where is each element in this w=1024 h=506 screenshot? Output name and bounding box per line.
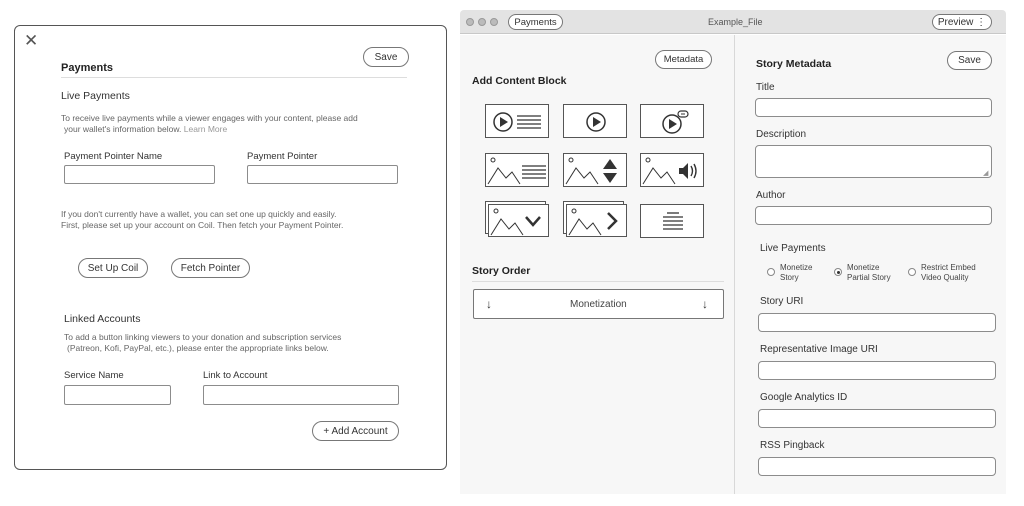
- pointer-input[interactable]: [247, 165, 398, 184]
- radio-restrict-embed[interactable]: [908, 268, 916, 276]
- image-audio-block-icon: [641, 154, 705, 188]
- dialog-title-divider: [61, 77, 407, 78]
- order-item-label: Monetization: [570, 299, 627, 310]
- block-video-link[interactable]: [640, 104, 704, 138]
- live-payments-label: Live Payments: [760, 243, 826, 254]
- preview-button[interactable]: Preview ⋮: [932, 14, 992, 30]
- block-video-text[interactable]: [485, 104, 549, 138]
- radio-monetize-story[interactable]: [767, 268, 775, 276]
- pointer-name-label: Payment Pointer Name: [64, 151, 163, 162]
- metadata-panel: [734, 35, 1006, 494]
- title-label: Title: [756, 82, 775, 93]
- author-input[interactable]: [755, 206, 992, 225]
- block-image-audio[interactable]: [640, 153, 704, 187]
- close-icon[interactable]: ✕: [24, 31, 39, 50]
- analytics-input[interactable]: [758, 409, 996, 428]
- story-order-divider: [472, 281, 724, 282]
- wallet-help-text: [61, 209, 421, 231]
- analytics-label: Google Analytics ID: [760, 392, 848, 403]
- live-payments-description: [61, 113, 411, 135]
- image-uri-label: Representative Image URI: [760, 344, 878, 355]
- story-order-heading: Story Order: [472, 265, 531, 277]
- pointer-name-input[interactable]: [64, 165, 215, 184]
- option-restrict-embed-line2: Video Quality: [921, 273, 969, 282]
- fetch-pointer-button[interactable]: Fetch Pointer: [171, 258, 250, 278]
- image-stack-next-block-icon: [563, 201, 629, 239]
- story-uri-input[interactable]: [758, 313, 996, 332]
- option-monetize-story-line2: Story: [780, 273, 799, 282]
- block-image-stack-next[interactable]: [563, 201, 627, 235]
- video-block-icon: [564, 105, 628, 139]
- author-label: Author: [756, 190, 786, 201]
- link-to-account-label: Link to Account: [203, 370, 268, 381]
- video-link-block-icon: [641, 105, 705, 139]
- option-monetize-partial-line1: Monetize: [847, 263, 880, 272]
- payments-dialog: [14, 25, 447, 470]
- setup-coil-button[interactable]: Set Up Coil: [78, 258, 148, 278]
- metadata-save-button[interactable]: Save: [947, 51, 992, 70]
- learn-more-link[interactable]: Learn More: [183, 124, 228, 134]
- option-restrict-embed[interactable]: [908, 263, 998, 285]
- wallet-help-line1: If you don't currently have a wallet, you can set one up quickly and easily.: [61, 209, 337, 219]
- live-payments-heading: Live Payments: [61, 90, 130, 102]
- move-down-arrow-icon-right[interactable]: ↓: [702, 297, 708, 311]
- radio-monetize-partial[interactable]: [834, 268, 842, 276]
- file-name: Example_File: [708, 17, 763, 27]
- block-video[interactable]: [563, 104, 627, 138]
- option-monetize-story[interactable]: [767, 263, 837, 285]
- live-payments-desc-line2: your wallet's information below.: [64, 124, 182, 134]
- story-uri-label: Story URI: [760, 296, 804, 307]
- add-content-heading: Add Content Block: [472, 75, 567, 87]
- tab-payments[interactable]: Payments: [508, 14, 563, 30]
- option-restrict-embed-line1: Restrict Embed: [921, 263, 976, 272]
- rss-input[interactable]: [758, 457, 996, 476]
- live-payments-desc-line1: To receive live payments while a viewer engages with your content, please add: [61, 113, 358, 123]
- link-to-account-input[interactable]: [203, 385, 399, 405]
- title-input[interactable]: [755, 98, 992, 117]
- text-block-icon: [641, 205, 705, 239]
- rss-label: RSS Pingback: [760, 440, 825, 451]
- app-window: [460, 10, 1006, 494]
- wallet-help-line2: First, please set up your account on Coil. Then fetch your Payment Pointer.: [61, 220, 344, 230]
- dialog-title: Payments: [61, 62, 113, 74]
- window-minimize-dot[interactable]: [478, 18, 486, 26]
- option-monetize-partial-line2: Partial Story: [847, 273, 891, 282]
- title-bar: [460, 10, 1006, 34]
- video-text-block-icon: [486, 105, 550, 139]
- image-uri-input[interactable]: [758, 361, 996, 380]
- block-image-stack-down[interactable]: [485, 201, 549, 235]
- image-sort-block-icon: [564, 154, 628, 188]
- block-text[interactable]: [640, 204, 704, 238]
- option-monetize-story-line1: Monetize: [780, 263, 813, 272]
- linked-desc-line1: To add a button linking viewers to your donation and subscription services: [64, 332, 342, 342]
- description-input[interactable]: [755, 145, 992, 178]
- pointer-label: Payment Pointer: [247, 151, 318, 162]
- block-image-text[interactable]: [485, 153, 549, 187]
- image-stack-down-block-icon: [485, 201, 551, 239]
- block-image-sort[interactable]: [563, 153, 627, 187]
- move-down-arrow-icon[interactable]: ↓: [486, 297, 492, 311]
- dialog-save-button[interactable]: Save: [363, 47, 409, 67]
- service-name-label: Service Name: [64, 370, 124, 381]
- window-zoom-dot[interactable]: [490, 18, 498, 26]
- resize-handle-icon[interactable]: ◢: [983, 170, 989, 177]
- editor-panel: [460, 35, 734, 494]
- linked-accounts-description: [64, 332, 414, 354]
- window-close-dot[interactable]: [466, 18, 474, 26]
- service-name-input[interactable]: [64, 385, 171, 405]
- story-metadata-heading: Story Metadata: [756, 58, 832, 70]
- linked-accounts-heading: Linked Accounts: [64, 313, 141, 325]
- image-text-block-icon: [486, 154, 550, 188]
- story-order-item[interactable]: [473, 289, 724, 319]
- option-monetize-partial[interactable]: [834, 263, 909, 285]
- description-label: Description: [756, 129, 807, 140]
- add-account-button[interactable]: + Add Account: [312, 421, 399, 441]
- metadata-button[interactable]: Metadata: [655, 50, 712, 69]
- linked-desc-line2: (Patreon, Kofi, PayPal, etc.), please enter the appropriate links below.: [67, 343, 329, 353]
